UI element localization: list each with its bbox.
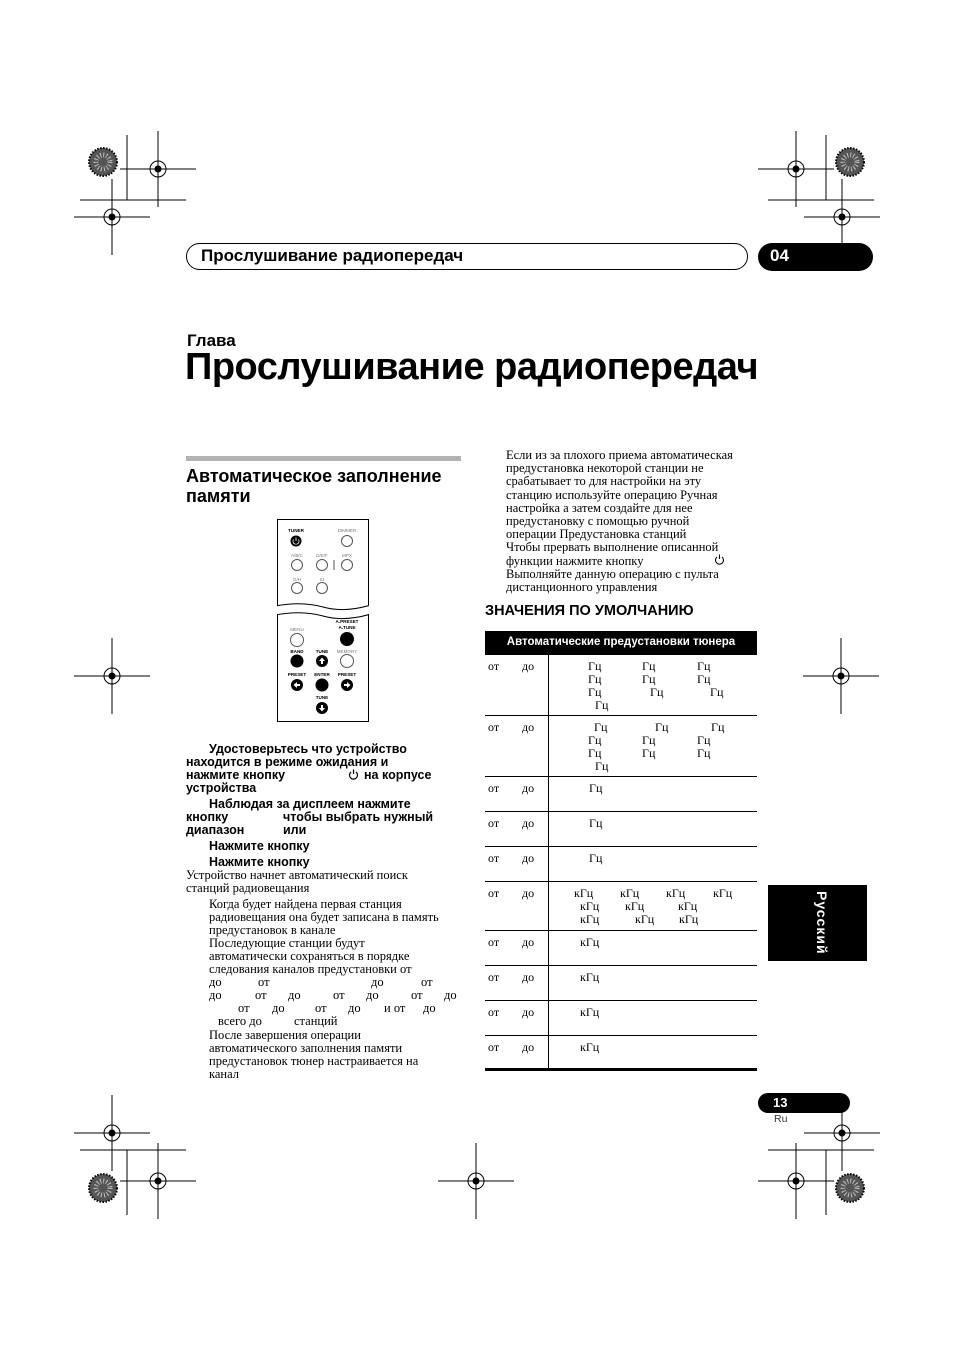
registration-star-icon: [89, 148, 117, 176]
step-2-line: кнопку: [186, 810, 229, 824]
remote-label: ENTER: [314, 672, 330, 677]
remote-label: MPX: [342, 553, 352, 558]
body-text: автоматически сохраняться в порядке: [209, 949, 410, 963]
range-to: до: [522, 659, 535, 673]
body-text: от: [258, 975, 270, 989]
frequency-unit: Гц: [642, 733, 656, 747]
frequency-unit: Гц: [655, 720, 669, 734]
body-text: от: [238, 1001, 250, 1015]
range-to: до: [522, 1040, 535, 1054]
remote-mpx-button: [342, 560, 353, 571]
table-row: [485, 777, 757, 812]
frequency-unit: кГц: [635, 912, 655, 926]
range-to: до: [522, 720, 535, 734]
frequency-unit: Гц: [697, 733, 711, 747]
remote-def-button: [317, 560, 328, 571]
range-from: от: [488, 1005, 500, 1019]
step-4: Нажмите кнопку: [209, 855, 310, 869]
table-bottom-rule: [485, 1069, 757, 1071]
remote-label: TUNE: [315, 649, 329, 654]
body-text: всего до: [218, 1014, 262, 1028]
frequency-unit: Гц: [595, 759, 609, 773]
remote-label: A.PRESET: [335, 619, 359, 624]
language-tab: [768, 885, 867, 961]
frequency-unit: кГц: [620, 886, 640, 900]
body-text: станций радиовещания: [186, 881, 310, 895]
registration-cross-icon: [74, 1095, 150, 1171]
remote-label: BAND: [290, 649, 304, 654]
body-text: до: [366, 988, 379, 1002]
frequency-unit: кГц: [580, 1005, 600, 1019]
frequency-unit: кГц: [580, 970, 600, 984]
remote-abc-button: [292, 560, 303, 571]
page-language: Ru: [774, 1113, 788, 1125]
power-icon: [714, 554, 725, 565]
remote-label: A/B/C: [291, 553, 303, 558]
table-row: [485, 966, 757, 1001]
page-number: 13: [758, 1093, 850, 1113]
body-text: от: [411, 988, 423, 1002]
frequency-unit: кГц: [580, 935, 600, 949]
body-text: от: [315, 1001, 327, 1015]
body-text: радиовещания она будет записана в память: [209, 910, 439, 924]
frequency-unit: Гц: [642, 746, 656, 760]
step-2-line: диапазон: [186, 823, 245, 837]
body-text: автоматического заполнения памяти: [209, 1041, 403, 1055]
step-3: Нажмите кнопку: [209, 839, 310, 853]
remote-label: MENU: [290, 627, 304, 632]
registration-cross-icon: [74, 179, 150, 255]
frequency-unit: Гц: [697, 672, 711, 686]
remote-label: G/H: [292, 577, 302, 582]
registration-cross-icon: [120, 1143, 196, 1219]
remote-ij-button: [317, 583, 328, 594]
frequency-unit: кГц: [580, 899, 600, 913]
frequency-unit: Гц: [588, 659, 602, 673]
body-text: и от: [384, 1001, 406, 1015]
language-label: Русский: [814, 891, 830, 955]
frequency-unit: кГц: [574, 886, 594, 900]
range-from: от: [488, 1040, 500, 1054]
chapter-number-badge: 04: [758, 243, 873, 271]
remote-band-button: [291, 655, 304, 668]
table-row: [485, 931, 757, 966]
registration-cross-icon: [758, 1143, 834, 1219]
registration-star-icon: [836, 148, 864, 176]
note-paragraph: Если из за плохого приема автоматическая предустановка некоторой станции не срабатывает то для настройки на эту станцию используйте операцию Ручная настройка а затем создайте для нее предустановку с помощью ручной операции Предустановка станций Чтобы прервать выполнение описанной функции нажмите кнопку Выполняйте данную операцию с пульта дистанционного управления: [506, 448, 733, 595]
step-2-line: или: [283, 823, 307, 837]
body-text: до: [272, 1001, 285, 1015]
remote-dimmer-button: [342, 536, 353, 547]
frequency-unit: кГц: [713, 886, 733, 900]
table-row: [485, 716, 757, 777]
defaults-heading: ЗНАЧЕНИЯ ПО УМОЛЧАНИЮ: [485, 603, 694, 619]
body-text: После завершения операции: [209, 1028, 361, 1042]
frequency-unit: Гц: [697, 746, 711, 760]
remote-control-illustration: [277, 519, 369, 722]
header-title: Прослушивание радиопередач: [201, 246, 464, 265]
body-text: от: [333, 988, 345, 1002]
step-1-line: устройства: [186, 781, 257, 795]
body-text: до: [348, 1001, 361, 1015]
chapter-title: Прослушивание радиопередач: [185, 346, 759, 388]
frequency-unit: кГц: [625, 899, 645, 913]
range-to: до: [522, 781, 535, 795]
body-text: до: [423, 1001, 436, 1015]
remote-label: I/J: [319, 577, 325, 582]
remote-memory-button: [341, 655, 354, 668]
frequency-unit: кГц: [679, 912, 699, 926]
frequency-unit: Гц: [588, 672, 602, 686]
frequency-unit: Гц: [642, 659, 656, 673]
table-row: [485, 847, 757, 882]
range-from: от: [488, 886, 500, 900]
range-from: от: [488, 816, 500, 830]
registration-cross-icon: [438, 1143, 514, 1219]
range-from: от: [488, 659, 500, 673]
table-row: [485, 882, 757, 931]
body-text: следования каналов предустановки от: [209, 962, 412, 976]
frequency-unit: кГц: [666, 886, 686, 900]
step-2-line: Наблюдая за дисплеем нажмите: [209, 797, 411, 811]
remote-apreset-button: [340, 632, 354, 646]
section-title: Автоматическое заполнение памяти: [186, 466, 442, 506]
table-header: Автоматические предустановки тюнера: [485, 631, 757, 655]
frequency-unit: Гц: [588, 746, 602, 760]
table-row: [485, 1001, 757, 1036]
registration-cross-icon: [758, 131, 834, 207]
body-text: от: [255, 988, 267, 1002]
step-1-line: на корпусе: [364, 768, 432, 782]
table-row: [485, 1036, 757, 1069]
step-1-line: Удостоверьтесь что устройство: [209, 742, 407, 756]
registration-cross-icon: [803, 638, 879, 714]
range-from: от: [488, 970, 500, 984]
remote-enter-button: [316, 679, 329, 692]
frequency-unit: Гц: [642, 672, 656, 686]
frequency-unit: Гц: [710, 685, 724, 699]
range-to: до: [522, 851, 535, 865]
remote-label: A.TUNE: [338, 625, 356, 630]
remote-label: D/E/F: [316, 553, 328, 558]
chapter-label: Глава: [187, 331, 236, 350]
range-to: до: [522, 935, 535, 949]
body-text: Последующие станции будут: [209, 936, 365, 950]
frequency-unit: Гц: [594, 720, 608, 734]
frequency-unit: Гц: [589, 816, 603, 830]
power-icon: [348, 769, 359, 780]
body-text: до: [444, 988, 457, 1002]
frequency-unit: Гц: [650, 685, 664, 699]
registration-star-icon: [89, 1174, 117, 1202]
body-text: Устройство начнет автоматический поиск: [186, 868, 408, 882]
range-from: от: [488, 935, 500, 949]
range-from: от: [488, 781, 500, 795]
remote-gh-button: [292, 583, 303, 594]
body-text: до: [288, 988, 301, 1002]
body-text: предустановок в канале: [209, 923, 336, 937]
frequency-unit: Гц: [589, 781, 603, 795]
remote-menu-button: [291, 634, 304, 647]
frequency-unit: Гц: [588, 733, 602, 747]
step-1-line: нажмите кнопку: [186, 768, 286, 782]
range-to: до: [522, 816, 535, 830]
frequency-unit: кГц: [678, 899, 698, 913]
table-row: [485, 655, 757, 716]
range-to: до: [522, 886, 535, 900]
registration-cross-icon: [74, 638, 150, 714]
step-2-line: чтобы выбрать нужный: [283, 810, 434, 824]
range-to: до: [522, 1005, 535, 1019]
remote-label: PRESET: [337, 672, 357, 677]
body-text: от: [421, 975, 433, 989]
frequency-unit: кГц: [580, 912, 600, 926]
body-text: до: [371, 975, 384, 989]
range-from: от: [488, 851, 500, 865]
frequency-unit: Гц: [595, 698, 609, 712]
frequency-unit: Гц: [588, 685, 602, 699]
body-text: станций: [294, 1014, 338, 1028]
frequency-unit: Гц: [711, 720, 725, 734]
body-text: до: [209, 975, 222, 989]
remote-label: PRESET: [287, 672, 307, 677]
remote-label: TUNE: [315, 695, 329, 700]
body-text: до: [209, 988, 222, 1002]
body-text: канал: [209, 1067, 240, 1081]
frequency-unit: Гц: [589, 851, 603, 865]
body-text: предустановок тюнер настраивается на: [209, 1054, 419, 1068]
remote-label: DIMMER: [337, 528, 357, 533]
range-to: до: [522, 970, 535, 984]
frequency-unit: кГц: [580, 1040, 600, 1054]
defaults-table: [485, 631, 757, 655]
step-1-line: находится в режиме ожидания и: [186, 755, 389, 769]
frequency-unit: Гц: [697, 659, 711, 673]
remote-label: TUNER: [288, 528, 304, 533]
section-divider: [186, 456, 461, 461]
registration-star-icon: [836, 1174, 864, 1202]
table-row: [485, 812, 757, 847]
range-from: от: [488, 720, 500, 734]
remote-label: MEMORY: [336, 649, 358, 654]
body-text: Когда будет найдена первая станция: [209, 897, 402, 911]
registration-cross-icon: [120, 131, 196, 207]
